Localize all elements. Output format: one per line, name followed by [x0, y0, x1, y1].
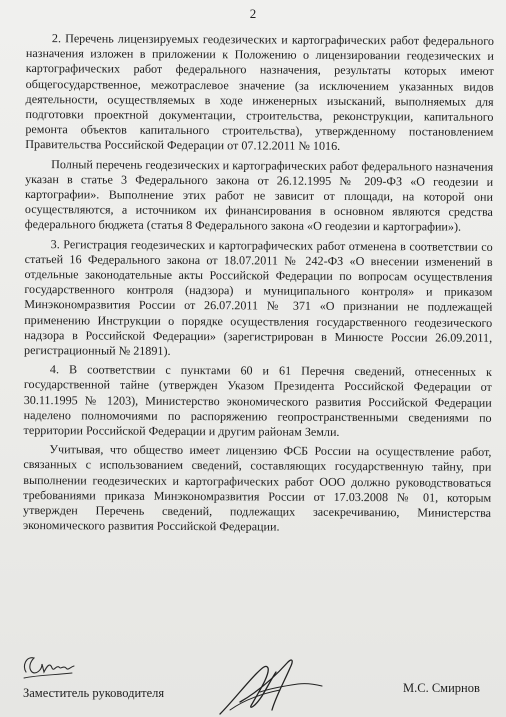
- page-number: 2: [249, 6, 257, 21]
- signatory-name: М.С. Смирнов: [403, 681, 480, 695]
- document-body: [23, 31, 494, 536]
- signatory-position: Заместитель руководителя: [23, 686, 165, 700]
- paragraph-4: 4. В соответствии с пунктами 60 и 61 Перечня сведений, отнесенных к государственной тайне (утвержден Указом Президента Российской Федерации от 30.11.1995 № 1203), Министерство экономического развития Российской Федерации наделено полномочиями по распоряжению геопространственными сведениями по территории Российской Федерации и другим районам Земли.: [23, 362, 492, 440]
- paragraph-5: Учитывая, что общество имеет лицензию ФСБ России на осуществление работ, связанных с использованием сведений, составляющих государственную тайну, при выполнении геодезических и картографических работ ООО должно руководствоваться требованиями приказа Минэкономразвития России от 17.03.2008 № 01, которым утвержден Перечень сведений, подлежащих засекречиванию, Министерства экономического развития Российской Федерации.: [22, 442, 492, 534]
- handwritten-initials: [20, 648, 78, 682]
- paragraph-1: 2. Перечень лицензируемых геодезических и картографических работ федерального назначения изложен в приложении к Положению о лицензировании геодезических и картографических работ федерального назначения, результаты которых имеют общегосударственное, межотраслевое значение (за исключением указанных видов деятельности, осуществляемых в ходе инженерных изысканий, выполняемых для подготовки проектной документации, строительства, реконструкции, капитального ремонта объектов капитального строительства), утвержденному постановлением Правительства Российской Федерации от 07.12.2011 № 1016.: [25, 31, 494, 154]
- handwritten-signature: [210, 654, 330, 717]
- paragraph-3: 3. Регистрация геодезических и картографических работ отменена в соответствии со статьей 16 Федерального закона от 18.07.2011 № 242-ФЗ «О внесении изменений в отдельные законодательные акты Российской Федерации по вопросам осуществления государственного контроля (надзора) и муниципального контроля» и приказом Минэкономразвития России от 26.07.2011 № 371 «О признании не подлежащей применению Инструкции о порядке осуществления государственного геодезического надзора в Российской Федерации» (зарегистрирован в Минюсте России 26.09.2011, регистрационный № 21891).: [24, 236, 493, 358]
- paragraph-2: Полный перечень геодезических и картографических работ федерального назначения указан в статье 3 Федерального закона от 26.12.1995 № 209-ФЗ «О геодезии и картографии». Выполнение этих работ не зависит от площади, на которой они осуществляются, а источником их финансирования в основном являются средства федерального бюджета (статья 8 Федерального закона «О геодезии и картографии»).: [24, 156, 494, 235]
